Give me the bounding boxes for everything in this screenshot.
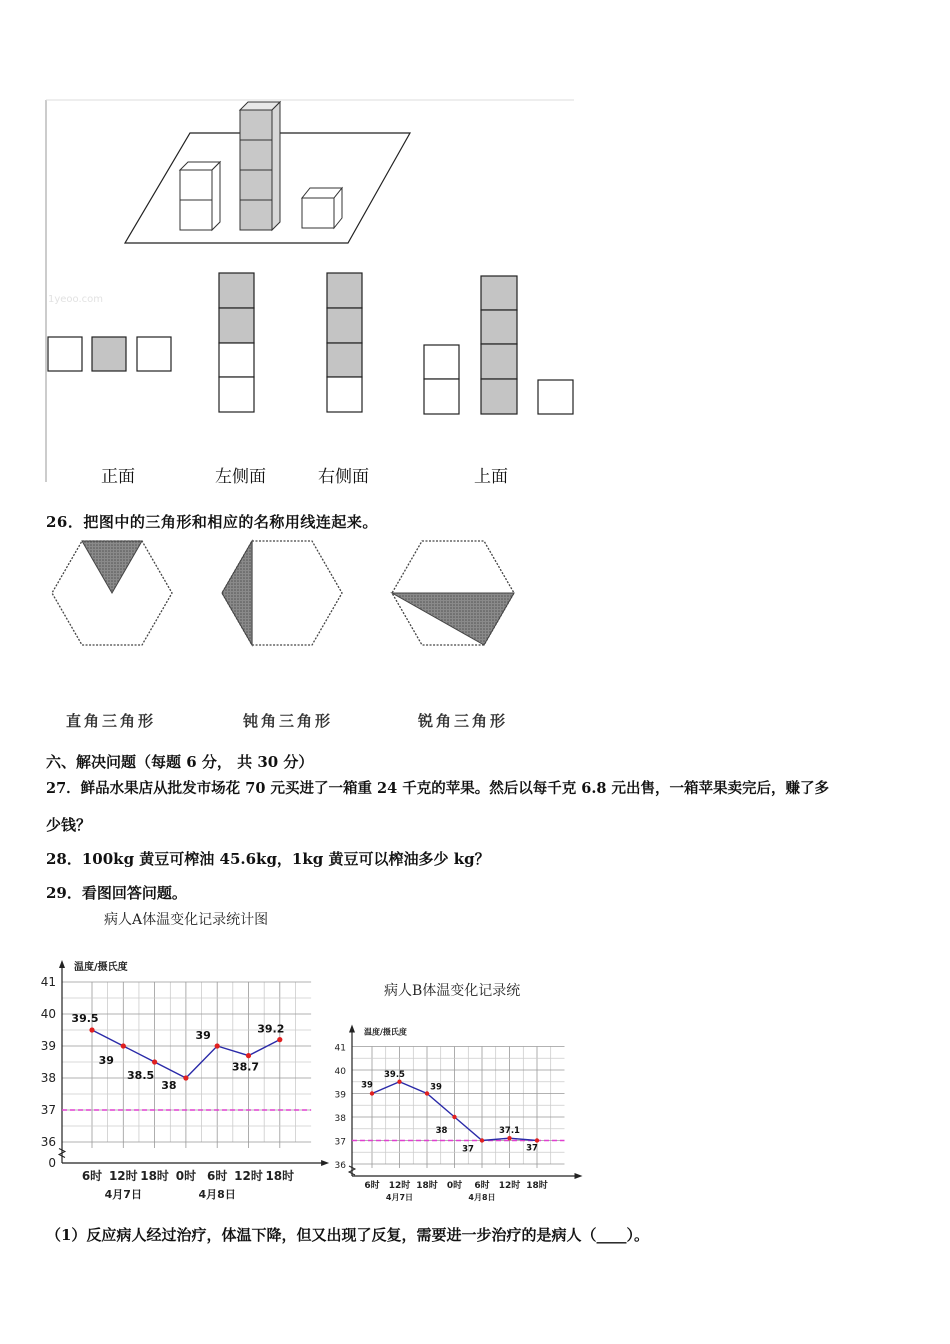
chart-b-y-arrow [349,1025,355,1033]
chart-a-data-label-4: 39 [195,1029,211,1042]
chart-a-date-label-0: 4月7日 [104,1188,142,1201]
chart-b-y-tick: 40 [334,1067,346,1077]
left-side-view [219,273,254,412]
chart-a-axis-break [59,1149,65,1158]
hexagon-3 [392,541,514,645]
chart-a-data-label-0: 39.5 [71,1012,99,1025]
chart-a-x-tick-0: 6时 [81,1169,103,1183]
question-29-sub1: （1）反应病人经过治疗，体温下降，但又出现了反复，需要进一步治疗的是病人（____）。 [46,1226,649,1244]
chart-b-x-tick-4: 6时 [474,1181,490,1191]
chart-a-point-5 [246,1053,251,1058]
chart-b-x-arrow [575,1173,583,1179]
chart-b-x-tick-6: 18时 [526,1181,548,1191]
chart-a-x-tick-4: 6时 [207,1169,228,1183]
chart-a-y-tick: 39 [40,1039,56,1053]
chart-a-y-tick: 0 [48,1156,56,1170]
chart-b-x-tick-0: 6时 [364,1181,380,1191]
view-label-front: 正面 [101,467,135,487]
chart-a-point-4 [215,1043,220,1048]
view-label-right: 右侧面 [318,467,369,487]
chart-b-date-label-0: 4月7日 [385,1193,414,1202]
right-side-view [327,273,362,412]
chart-a-data-label-1: 39 [98,1054,114,1067]
chart-b-data-label-0: 39 [361,1080,373,1091]
chart-b-point-1 [397,1080,401,1084]
chart-b-y-tick: 37 [334,1137,346,1148]
chart-a-x-tick-5: 12时 [234,1169,263,1183]
chart-b-y-tick: 38 [334,1114,346,1124]
view-label-top: 上面 [474,467,508,487]
chart-a-y-arrow [59,960,65,968]
question-27-line2: 少钱？ [46,816,92,834]
chart-b-point-3 [452,1115,456,1119]
triangle-right [392,593,514,645]
chart-a-title: 病人A体温变化记录统计图 [104,912,269,928]
chart-a-x-tick-2: 18时 [140,1169,169,1183]
question-29: 29．看图回答问题。 [46,884,187,902]
question-28: 28．100kg 黄豆可榨油 45.6kg，1kg 黄豆可以榨油多少 kg？ [46,850,490,868]
chart-b-y-tick: 41 [334,1043,346,1054]
watermark: 1yeoo.com [48,294,104,305]
chart-b-data-label-1: 39.5 [384,1069,405,1080]
front-view [48,337,171,371]
chart-a-point-6 [277,1037,282,1042]
chart-b-data-label-6: 37 [526,1143,538,1154]
chart-a-data-label-5: 38.7 [231,1060,260,1074]
chart-b [320,1020,600,1210]
chart-a [30,950,330,1210]
chart-b-axis-break [349,1166,355,1175]
chart-a-point-0 [89,1027,94,1032]
chart-b-data-label-5: 37.1 [499,1126,520,1137]
chart-a-date-label-1: 4月8日 [198,1188,236,1201]
view-label-left: 左侧面 [215,467,266,487]
chart-b-x-tick-2: 18时 [416,1181,438,1191]
chart-a-x-tick-1: 12时 [108,1169,138,1183]
chart-a-y-tick: 38 [40,1071,56,1085]
section-6-title: 六、解决问题（每题 6 分， 共 30 分） [46,753,314,771]
chart-b-x-tick-3: 0时 [446,1181,463,1191]
chart-a-y-tick: 36 [40,1135,56,1149]
chart-a-y-tick: 40 [40,1007,56,1021]
hexagon-2 [222,541,342,645]
label-acute-triangle: 锐角三角形 [418,712,509,730]
chart-a-x-tick-3: 0时 [175,1169,197,1183]
chart-b-x-tick-1: 12时 [388,1181,411,1191]
chart-a-y-tick: 41 [40,975,56,989]
label-obtuse-triangle: 钝角三角形 [243,712,334,730]
cube-single-right [302,188,342,228]
chart-b-y-tick: 39 [334,1090,346,1101]
chart-b-point-6 [535,1138,539,1142]
chart-b-data-label-3: 38 [435,1126,448,1136]
chart-b-x-tick-5: 12时 [498,1181,521,1191]
cube-stack-middle [240,102,280,230]
question-26: 26．把图中的三角形和相应的名称用线连起来。 [46,513,378,531]
chart-b-data-label-4: 37 [462,1144,474,1155]
triangle-obtuse [222,541,252,645]
chart-a-y-tick: 37 [40,1103,56,1117]
chart-b-y-tick: 36 [334,1161,346,1171]
chart-a-point-3 [183,1075,188,1080]
chart-b-point-2 [425,1091,429,1095]
chart-b-y-label: 温度/摄氏度 [364,1027,407,1037]
chart-b-data-label-2: 39 [430,1082,442,1093]
cube-stack-left [180,162,220,230]
label-right-triangle: 直角三角形 [66,712,157,730]
chart-b-date-label-1: 4月8日 [468,1193,496,1202]
chart-a-y-label: 温度/摄氏度 [74,962,128,973]
question-27-line1: 27．鲜品水果店从批发市场花 70 元买进了一箱重 24 千克的苹果。然后以每千克 6.8 元出售，一箱苹果卖完后，赚了多 [46,780,830,797]
chart-b-point-5 [507,1136,511,1140]
chart-b-point-0 [370,1091,374,1095]
top-view [424,276,573,414]
chart-a-x-tick-6: 18时 [265,1169,295,1183]
chart-a-point-2 [152,1059,157,1064]
hexagon-figures [0,535,950,655]
chart-b-point-4 [480,1138,484,1142]
chart-a-point-1 [121,1043,126,1048]
chart-b-title: 病人B体温变化记录统 [384,983,521,999]
hexagon-1 [52,541,172,645]
chart-a-data-label-2: 38.5 [127,1069,155,1082]
triangle-acute [82,541,142,593]
chart-a-data-label-3: 38 [161,1079,177,1092]
chart-a-data-label-6: 39.2 [257,1022,285,1036]
cube-views-figure [0,0,950,500]
